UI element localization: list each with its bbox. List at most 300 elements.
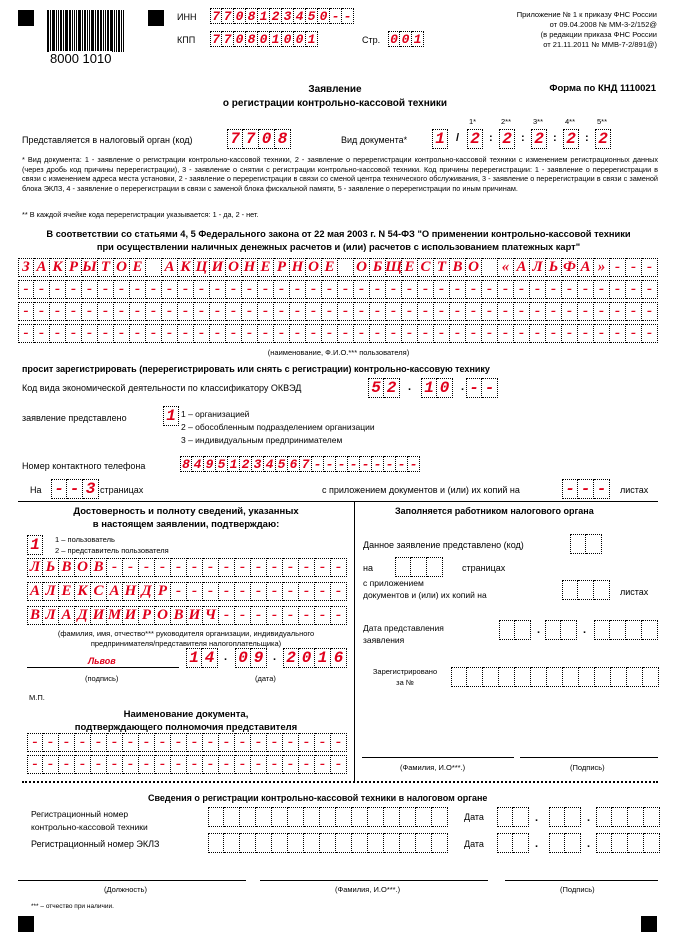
char-cell[interactable]: Ф — [562, 258, 578, 277]
char-cell[interactable]: 2 — [563, 129, 579, 149]
char-cell[interactable]: 0 — [259, 129, 275, 149]
char-cell[interactable]: И — [91, 606, 107, 625]
empty-cell[interactable] — [595, 667, 611, 687]
char-cell[interactable]: - — [498, 302, 514, 321]
char-cell[interactable]: - — [283, 733, 299, 752]
char-cell[interactable]: - — [384, 456, 396, 472]
char-cell[interactable]: В — [27, 606, 43, 625]
char-cell[interactable]: - — [82, 302, 98, 321]
char-cell[interactable]: 5 — [368, 378, 384, 398]
okved-group[interactable] — [466, 378, 498, 398]
char-cell[interactable]: - — [578, 479, 594, 499]
char-cell[interactable]: 4 — [264, 456, 276, 472]
char-cell[interactable]: - — [50, 324, 66, 343]
char-cell[interactable]: - — [315, 558, 331, 577]
char-cell[interactable]: - — [59, 755, 75, 774]
char-cell[interactable]: - — [123, 755, 139, 774]
empty-cell[interactable] — [400, 807, 416, 827]
char-cell[interactable]: - — [315, 755, 331, 774]
char-cell[interactable]: В — [450, 258, 466, 277]
empty-cell[interactable] — [642, 620, 658, 640]
empty-cell[interactable] — [467, 667, 483, 687]
char-cell[interactable]: 5 — [216, 456, 228, 472]
char-cell[interactable]: 4 — [294, 8, 306, 24]
char-cell[interactable]: - — [203, 733, 219, 752]
char-cell[interactable]: - — [578, 280, 594, 299]
empty-cell[interactable] — [224, 807, 240, 827]
char-cell[interactable]: Е — [322, 258, 338, 277]
empty-cell[interactable] — [626, 620, 642, 640]
empty-cell[interactable] — [563, 667, 579, 687]
empty-cell[interactable] — [384, 807, 400, 827]
empty-cell[interactable] — [565, 807, 581, 827]
empty-cell[interactable] — [628, 833, 644, 853]
char-cell[interactable]: А — [107, 582, 123, 601]
empty-cell[interactable] — [565, 833, 581, 853]
char-cell[interactable]: Н — [123, 582, 139, 601]
char-cell[interactable]: - — [642, 324, 658, 343]
char-cell[interactable]: - — [482, 324, 498, 343]
char-cell[interactable]: - — [283, 755, 299, 774]
char-cell[interactable]: - — [258, 302, 274, 321]
empty-cell[interactable] — [411, 557, 427, 577]
empty-cell[interactable] — [256, 833, 272, 853]
char-cell[interactable]: - — [274, 302, 290, 321]
char-cell[interactable]: - — [267, 558, 283, 577]
char-cell[interactable]: 2 — [283, 648, 299, 668]
char-cell[interactable]: - — [466, 324, 482, 343]
char-cell[interactable]: 1 — [270, 31, 282, 47]
char-cell[interactable]: - — [372, 456, 384, 472]
empty-cell[interactable] — [208, 833, 224, 853]
char-cell[interactable]: Р — [155, 582, 171, 601]
char-cell[interactable]: - — [354, 324, 370, 343]
char-cell[interactable]: А — [578, 258, 594, 277]
char-cell[interactable]: - — [139, 733, 155, 752]
reg-date-group[interactable] — [497, 807, 529, 827]
char-cell[interactable]: - — [514, 324, 530, 343]
confirmer-name-row[interactable] — [27, 582, 347, 601]
char-cell[interactable]: 2 — [240, 456, 252, 472]
char-cell[interactable]: - — [155, 558, 171, 577]
empty-cell[interactable] — [427, 557, 443, 577]
char-cell[interactable]: - — [514, 280, 530, 299]
char-cell[interactable]: О — [155, 606, 171, 625]
char-cell[interactable]: 7 — [210, 31, 222, 47]
char-cell[interactable]: - — [235, 558, 251, 577]
char-cell[interactable]: - — [219, 755, 235, 774]
name-row[interactable] — [18, 258, 658, 277]
char-cell[interactable]: - — [82, 280, 98, 299]
char-cell[interactable]: - — [34, 302, 50, 321]
char-cell[interactable]: - — [210, 324, 226, 343]
char-cell[interactable]: - — [482, 280, 498, 299]
char-cell[interactable]: - — [203, 582, 219, 601]
char-cell[interactable]: - — [312, 456, 324, 472]
char-cell[interactable]: - — [306, 324, 322, 343]
empty-cell[interactable] — [596, 807, 612, 827]
phone-field[interactable] — [180, 456, 420, 472]
char-cell[interactable] — [146, 258, 162, 277]
char-cell[interactable]: - — [514, 302, 530, 321]
char-cell[interactable]: 8 — [275, 129, 291, 149]
char-cell[interactable]: - — [51, 479, 67, 499]
char-cell[interactable]: Ь — [546, 258, 562, 277]
char-cell[interactable]: 0 — [258, 31, 270, 47]
char-cell[interactable]: - — [66, 280, 82, 299]
char-cell[interactable]: 7 — [243, 129, 259, 149]
char-cell[interactable]: Н — [242, 258, 258, 277]
char-cell[interactable]: - — [194, 324, 210, 343]
char-cell[interactable]: 2 — [384, 378, 400, 398]
empty-cell[interactable] — [515, 620, 531, 640]
char-cell[interactable]: 9 — [204, 456, 216, 472]
char-cell[interactable]: - — [235, 755, 251, 774]
char-cell[interactable]: - — [194, 280, 210, 299]
char-cell[interactable]: К — [75, 582, 91, 601]
char-cell[interactable]: - — [146, 324, 162, 343]
char-cell[interactable]: - — [610, 302, 626, 321]
date-group[interactable] — [186, 648, 218, 668]
officer-date-group[interactable] — [499, 620, 531, 640]
char-cell[interactable]: - — [338, 280, 354, 299]
reason-code-cell[interactable] — [499, 129, 515, 149]
char-cell[interactable]: 3 — [252, 456, 264, 472]
empty-cell[interactable] — [395, 557, 411, 577]
empty-cell[interactable] — [643, 667, 659, 687]
char-cell[interactable]: - — [434, 302, 450, 321]
char-cell[interactable]: - — [466, 378, 482, 398]
char-cell[interactable]: - — [267, 606, 283, 625]
char-cell[interactable]: - — [354, 302, 370, 321]
empty-cell[interactable] — [304, 833, 320, 853]
char-cell[interactable]: К — [178, 258, 194, 277]
char-cell[interactable]: - — [306, 302, 322, 321]
kkt-number-field[interactable] — [208, 807, 448, 827]
char-cell[interactable]: - — [171, 755, 187, 774]
char-cell[interactable]: - — [418, 280, 434, 299]
char-cell[interactable]: - — [610, 258, 626, 277]
char-cell[interactable]: - — [162, 302, 178, 321]
char-cell[interactable]: Т — [98, 258, 114, 277]
char-cell[interactable]: - — [450, 280, 466, 299]
char-cell[interactable]: О — [226, 258, 242, 277]
char-cell[interactable]: - — [450, 302, 466, 321]
empty-cell[interactable] — [596, 833, 612, 853]
reg-date-group[interactable] — [596, 807, 660, 827]
char-cell[interactable]: - — [114, 302, 130, 321]
registration-number-field[interactable] — [451, 667, 659, 687]
char-cell[interactable]: З — [18, 258, 34, 277]
char-cell[interactable]: С — [91, 582, 107, 601]
char-cell[interactable]: С — [418, 258, 434, 277]
empty-cell[interactable] — [432, 807, 448, 827]
char-cell[interactable]: - — [642, 258, 658, 277]
char-cell[interactable]: - — [322, 324, 338, 343]
char-cell[interactable]: - — [203, 755, 219, 774]
kpp-field[interactable] — [210, 31, 318, 47]
char-cell[interactable]: - — [251, 582, 267, 601]
char-cell[interactable]: - — [562, 479, 578, 499]
char-cell[interactable]: - — [219, 558, 235, 577]
char-cell[interactable]: - — [299, 733, 315, 752]
empty-cell[interactable] — [499, 620, 515, 640]
char-cell[interactable]: - — [331, 606, 347, 625]
char-cell[interactable]: - — [267, 755, 283, 774]
empty-cell[interactable] — [272, 833, 288, 853]
char-cell[interactable] — [482, 258, 498, 277]
char-cell[interactable]: - — [370, 280, 386, 299]
char-cell[interactable]: - — [139, 755, 155, 774]
char-cell[interactable]: Ь — [43, 558, 59, 577]
empty-cell[interactable] — [432, 833, 448, 853]
char-cell[interactable]: 0 — [234, 8, 246, 24]
empty-cell[interactable] — [304, 807, 320, 827]
char-cell[interactable]: - — [43, 733, 59, 752]
char-cell[interactable]: - — [203, 558, 219, 577]
officer-code-field[interactable] — [570, 534, 602, 554]
char-cell[interactable]: - — [315, 606, 331, 625]
char-cell[interactable]: О — [354, 258, 370, 277]
char-cell[interactable]: В — [171, 606, 187, 625]
empty-cell[interactable] — [352, 833, 368, 853]
char-cell[interactable]: 0 — [437, 378, 453, 398]
char-cell[interactable]: - — [18, 280, 34, 299]
char-cell[interactable]: - — [331, 582, 347, 601]
char-cell[interactable]: 0 — [388, 31, 400, 47]
char-cell[interactable]: - — [107, 558, 123, 577]
char-cell[interactable]: Е — [130, 258, 146, 277]
char-cell[interactable]: - — [251, 733, 267, 752]
empty-cell[interactable] — [611, 667, 627, 687]
char-cell[interactable]: - — [171, 733, 187, 752]
empty-cell[interactable] — [513, 833, 529, 853]
char-cell[interactable]: 0 — [282, 31, 294, 47]
char-cell[interactable]: - — [315, 582, 331, 601]
char-cell[interactable]: 2 — [531, 129, 547, 149]
char-cell[interactable]: - — [450, 324, 466, 343]
char-cell[interactable]: - — [578, 302, 594, 321]
char-cell[interactable]: - — [274, 324, 290, 343]
char-cell[interactable]: - — [171, 582, 187, 601]
char-cell[interactable]: - — [139, 558, 155, 577]
char-cell[interactable]: - — [235, 606, 251, 625]
char-cell[interactable]: - — [290, 280, 306, 299]
char-cell[interactable]: - — [50, 280, 66, 299]
char-cell[interactable]: 1 — [412, 31, 424, 47]
char-cell[interactable]: - — [226, 280, 242, 299]
char-cell[interactable]: Т — [434, 258, 450, 277]
empty-cell[interactable] — [531, 667, 547, 687]
char-cell[interactable]: - — [610, 280, 626, 299]
empty-cell[interactable] — [240, 833, 256, 853]
empty-cell[interactable] — [579, 667, 595, 687]
char-cell[interactable]: Д — [139, 582, 155, 601]
char-cell[interactable]: - — [322, 280, 338, 299]
char-cell[interactable]: - — [146, 280, 162, 299]
char-cell[interactable]: - — [642, 302, 658, 321]
char-cell[interactable]: - — [178, 302, 194, 321]
char-cell[interactable]: - — [98, 302, 114, 321]
char-cell[interactable]: - — [290, 324, 306, 343]
char-cell[interactable]: - — [402, 302, 418, 321]
char-cell[interactable]: - — [594, 302, 610, 321]
empty-cell[interactable] — [578, 580, 594, 600]
date-group[interactable] — [283, 648, 347, 668]
empty-cell[interactable] — [545, 620, 561, 640]
char-cell[interactable]: - — [50, 302, 66, 321]
char-cell[interactable]: А — [162, 258, 178, 277]
char-cell[interactable]: 7 — [227, 129, 243, 149]
char-cell[interactable]: - — [123, 733, 139, 752]
empty-cell[interactable] — [208, 807, 224, 827]
char-cell[interactable]: О — [306, 258, 322, 277]
char-cell[interactable]: 7 — [222, 8, 234, 24]
char-cell[interactable]: 0 — [234, 31, 246, 47]
char-cell[interactable]: - — [562, 324, 578, 343]
empty-cell[interactable] — [627, 667, 643, 687]
date-group[interactable] — [235, 648, 267, 668]
char-cell[interactable]: - — [418, 302, 434, 321]
okved-group[interactable] — [368, 378, 400, 398]
char-cell[interactable]: Н — [290, 258, 306, 277]
char-cell[interactable]: - — [210, 280, 226, 299]
empty-cell[interactable] — [513, 807, 529, 827]
empty-cell[interactable] — [549, 833, 565, 853]
char-cell[interactable]: - — [242, 280, 258, 299]
char-cell[interactable]: - — [402, 324, 418, 343]
auth-doc-row[interactable] — [27, 733, 347, 752]
char-cell[interactable]: - — [187, 733, 203, 752]
char-cell[interactable]: - — [386, 280, 402, 299]
char-cell[interactable]: - — [107, 755, 123, 774]
empty-cell[interactable] — [612, 833, 628, 853]
char-cell[interactable]: - — [194, 302, 210, 321]
char-cell[interactable]: А — [514, 258, 530, 277]
char-cell[interactable]: - — [210, 302, 226, 321]
char-cell[interactable]: 1 — [421, 378, 437, 398]
char-cell[interactable]: - — [331, 558, 347, 577]
empty-cell[interactable] — [499, 667, 515, 687]
char-cell[interactable]: - — [91, 733, 107, 752]
char-cell[interactable]: - — [354, 280, 370, 299]
char-cell[interactable]: - — [75, 755, 91, 774]
char-cell[interactable]: - — [267, 582, 283, 601]
empty-cell[interactable] — [368, 807, 384, 827]
char-cell[interactable]: 7 — [210, 8, 222, 24]
char-cell[interactable]: Д — [75, 606, 91, 625]
empty-cell[interactable] — [416, 807, 432, 827]
char-cell[interactable]: 0 — [294, 31, 306, 47]
empty-cell[interactable] — [549, 807, 565, 827]
empty-cell[interactable] — [320, 833, 336, 853]
reason-code-cell[interactable] — [531, 129, 547, 149]
char-cell[interactable]: Л — [43, 606, 59, 625]
char-cell[interactable]: Л — [43, 582, 59, 601]
empty-cell[interactable] — [644, 807, 660, 827]
char-cell[interactable]: - — [130, 324, 146, 343]
empty-cell[interactable] — [288, 807, 304, 827]
char-cell[interactable]: 0 — [299, 648, 315, 668]
char-cell[interactable]: - — [187, 582, 203, 601]
char-cell[interactable]: - — [283, 582, 299, 601]
officer-date-group[interactable] — [594, 620, 658, 640]
char-cell[interactable]: - — [299, 755, 315, 774]
empty-cell[interactable] — [224, 833, 240, 853]
char-cell[interactable] — [338, 258, 354, 277]
char-cell[interactable]: - — [187, 755, 203, 774]
name-row[interactable] — [18, 280, 658, 299]
empty-cell[interactable] — [628, 807, 644, 827]
char-cell[interactable]: - — [434, 324, 450, 343]
char-cell[interactable]: - — [251, 558, 267, 577]
char-cell[interactable]: - — [466, 280, 482, 299]
char-cell[interactable]: - — [155, 733, 171, 752]
char-cell[interactable]: 1 — [163, 406, 179, 426]
char-cell[interactable]: 3 — [83, 479, 99, 499]
char-cell[interactable]: Е — [402, 258, 418, 277]
char-cell[interactable]: - — [219, 582, 235, 601]
char-cell[interactable]: - — [267, 733, 283, 752]
char-cell[interactable]: - — [418, 324, 434, 343]
char-cell[interactable]: - — [578, 324, 594, 343]
char-cell[interactable]: - — [114, 280, 130, 299]
char-cell[interactable]: - — [386, 302, 402, 321]
char-cell[interactable]: - — [114, 324, 130, 343]
empty-cell[interactable] — [416, 833, 432, 853]
char-cell[interactable]: Р — [139, 606, 155, 625]
char-cell[interactable]: - — [338, 302, 354, 321]
char-cell[interactable]: - — [330, 8, 342, 24]
char-cell[interactable]: 4 — [202, 648, 218, 668]
char-cell[interactable]: 8 — [246, 8, 258, 24]
char-cell[interactable]: 2 — [499, 129, 515, 149]
char-cell[interactable]: - — [498, 280, 514, 299]
confirmer-type-field[interactable] — [27, 535, 43, 555]
inn-field[interactable] — [210, 8, 354, 24]
reg-date-group[interactable] — [549, 807, 581, 827]
empty-cell[interactable] — [612, 807, 628, 827]
char-cell[interactable]: - — [396, 456, 408, 472]
char-cell[interactable]: - — [482, 302, 498, 321]
empty-cell[interactable] — [400, 833, 416, 853]
char-cell[interactable]: - — [324, 456, 336, 472]
empty-cell[interactable] — [384, 833, 400, 853]
char-cell[interactable]: Е — [59, 582, 75, 601]
empty-cell[interactable] — [586, 534, 602, 554]
char-cell[interactable]: Ц — [194, 258, 210, 277]
char-cell[interactable]: - — [178, 280, 194, 299]
char-cell[interactable]: - — [331, 733, 347, 752]
char-cell[interactable]: 6 — [288, 456, 300, 472]
char-cell[interactable]: - — [626, 302, 642, 321]
tax-authority-code-field[interactable] — [227, 129, 291, 149]
char-cell[interactable]: 1 — [432, 129, 448, 149]
char-cell[interactable]: - — [546, 302, 562, 321]
char-cell[interactable]: 1 — [258, 8, 270, 24]
char-cell[interactable]: 8 — [246, 31, 258, 47]
empty-cell[interactable] — [352, 807, 368, 827]
empty-cell[interactable] — [320, 807, 336, 827]
name-row[interactable] — [18, 302, 658, 321]
char-cell[interactable]: - — [226, 324, 242, 343]
char-cell[interactable]: 5 — [276, 456, 288, 472]
char-cell[interactable]: О — [114, 258, 130, 277]
char-cell[interactable]: - — [242, 302, 258, 321]
char-cell[interactable]: - — [34, 280, 50, 299]
char-cell[interactable]: - — [408, 456, 420, 472]
empty-cell[interactable] — [515, 667, 531, 687]
